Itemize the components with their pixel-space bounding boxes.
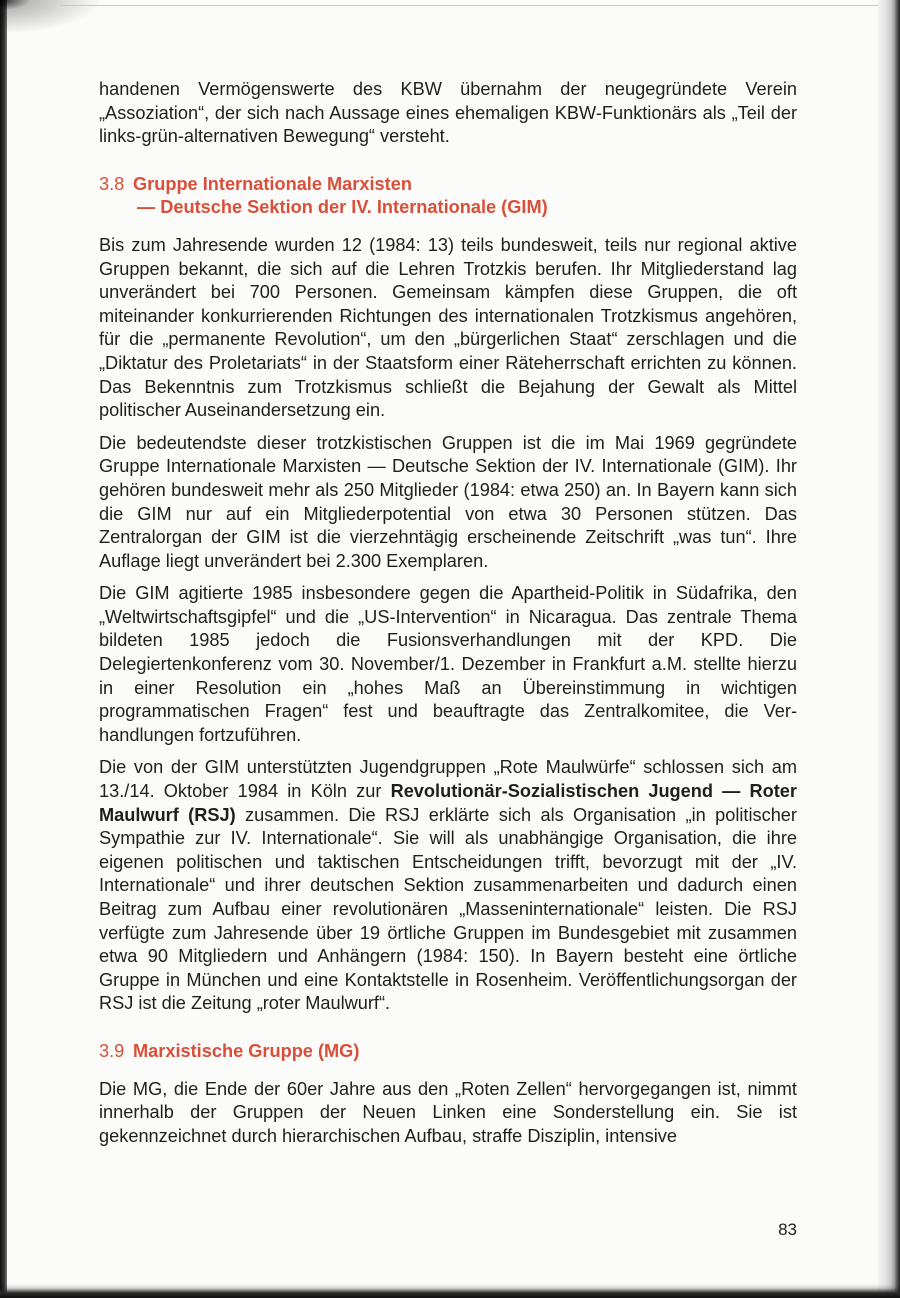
page-right-edge [878, 0, 900, 1298]
paragraph-text: Die von der GIM unterstützten Jugendgruppen „Rote Maulwürfe“ schlossen sich am 13./14. Oktober 1984 in Köln zur [99, 757, 797, 802]
body-paragraph: Bis zum Jahresende wurden 12 (1984: 13) teils bundesweit, teils nur regional aktive Gruppen bekannt, die sich auf die Lehren Trotzkis berufen. Ihr Mitgliederstand lag unverändert bei 700 Personen. Gemeinsam kämpfen diese Gruppen, die oft miteinander konkurrierenden Richtungen des internationalen Trotzkismus angehören, für die „permanente Revolution“, um den „bürgerlichen Staat“ zerschlagen und die „Diktatur des Proletariats“ in der Staatsform einer Räteherrschaft errichten zu können. Das Bekenntnis zum Trotzkismus schließt die Bejahung der Gewalt als Mittel politischer Auseinandersetzung ein. [99, 234, 797, 421]
section-heading-3-9 [99, 1040, 797, 1064]
paragraph-text: zusammen. Die RSJ erklärte sich als Organisation „in politischer Sympathie zur IV. Internationale“. Sie will als unabhängige Organisation, die ihre eigenen politischen und taktischen Entscheidungen trifft, bevorzugt mit der „IV. Internationale“ und ihrer deutschen Sektion zusammenarbeiten und dadurch einen Beitrag zum Aufbau einer revolutionären „Masseninternationale“ leisten. Die RSJ verfügte zum Jahresende über 19 örtliche Gruppen im Bundesgebiet mit zusammen etwa 90 Mitgliedern und Anhängern (1984: 150). In Bayern besteht eine örtliche Gruppe in München und eine Kontaktstelle in Rosenheim. Veröffentlichungsorgan der RSJ ist die Zeitung „roter Maulwurf“. [99, 804, 797, 1014]
body-paragraph: Die bedeutendste dieser trotzkistischen Gruppen ist die im Mai 1969 gegründete Gruppe Internationale Marxisten — Deutsche Sektion der IV. Internationale (GIM). Ihr gehören bundesweit mehr als 250 Mitglieder (1984: etwa 250) an. In Bayern kann sich die GIM nur auf ein Mitgliederpotential von etwa 30 Personen stützen. Das Zentralorgan der GIM ist die vierzehntägig erscheinende Zeitschrift „was tun“. Ihre Auflage liegt unverändert bei 2.300 Exemplaren. [99, 432, 797, 571]
page-left-edge [0, 0, 7, 1298]
section-title: Gruppe Internationale Marxisten [133, 173, 412, 194]
intro-paragraph: handenen Vermögenswerte des KBW übernahm der neugegründete Verein „Assoziation“, der sich nach Aussage eines ehemaligen KBW-Funktionärs als „Teil der links-grün-alternativen Bewegung“ versteht. [99, 79, 797, 147]
body-paragraph: Die GIM agitierte 1985 insbesondere gegen die Apartheid-Politik in Südafrika, den „Weltwirtschaftsgipfel“ und die „US-Intervention“ in Nicaragua. Das zentrale Thema bildeten 1985 jedoch die Fusionsverhandlungen mit der KPD. Die Delegiertenkonferenz vom 30. November/1. Dezember in Frankfurt a.M. stellte hierzu in einer Resolution ein „hohes Maß an Übereinstimmung in wichtigen programmatischen Fragen“ fest und beauftragte das Zentralkomitee, die Verhandlungen fortzuführen. [99, 583, 797, 745]
page-number: 83 [778, 1220, 797, 1239]
page-bottom-edge [0, 1284, 900, 1298]
section-number: 3.9 [99, 1040, 125, 1061]
page-corner-shadow [0, 0, 120, 40]
section-heading-3-8 [99, 173, 797, 220]
section-number: 3.8 [99, 173, 125, 194]
section-title: Marxistische Gruppe (MG) [133, 1040, 360, 1061]
bold-organization-name: Revolutionär-Sozialistischen Jugend — Roter Maulwurf (RSJ) [99, 781, 798, 825]
section-subtitle: — Deutsche Sektion der IV. Internationale (GIM) [137, 197, 548, 218]
page-top-edge [60, 5, 880, 6]
page-content [99, 78, 797, 1157]
body-paragraph [99, 756, 797, 1016]
body-paragraph: Die MG, die Ende der 60er Jahre aus den „Roten Zellen“ hervorgegangen ist, nimmt innerhalb der Gruppen der Neuen Linken eine Sonderstellung ein. Sie ist gekennzeichnet durch hierarchischen Aufbau, straffe Disziplin, intensive [99, 1078, 797, 1146]
